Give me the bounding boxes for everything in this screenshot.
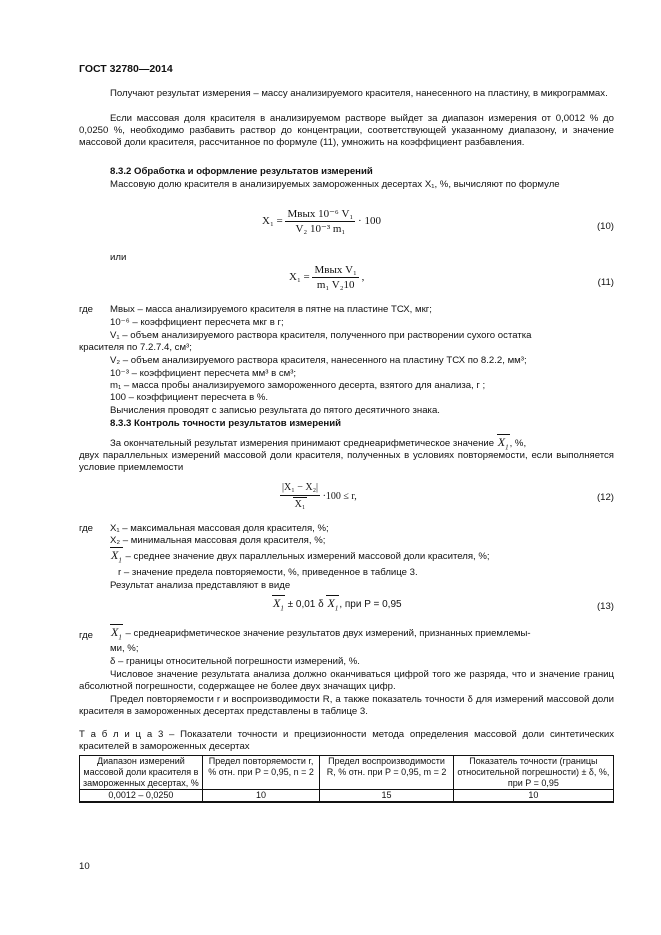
eq12-fraction	[280, 482, 320, 511]
table-cell-r: 10	[202, 790, 319, 803]
x-bar-symbol-4: $X_1$	[327, 596, 339, 613]
equation-10-number: (10)	[596, 221, 614, 232]
eq11-denominator: m₁ V₂10	[316, 279, 355, 291]
x-bar-symbol-2: $X_1$	[111, 548, 122, 565]
eq11-fraction	[312, 264, 358, 291]
equation-10	[262, 208, 381, 235]
section-8-3-3-title: 8.3.3 Контроль точности результатов измерений	[110, 418, 341, 429]
eq11-numerator: Mвых V₁	[314, 264, 357, 276]
intro-paragraph-1: Получают результат измерения – массу анализируемого красителя, нанесенного на пластину, в микрограммах.	[110, 88, 608, 99]
x-bar-symbol: $X_1$	[497, 435, 509, 452]
table-3-caption: Т а б л и ц а 3 – Показатели точности и прецизионности метода определения массовой доли синтетических красителей в замороженных десертах	[79, 729, 614, 752]
table-header-r: Предел повторяемости r, % отн. при P = 0,95, n = 2	[202, 756, 319, 790]
document-header: ГОСТ 32780—2014	[79, 63, 173, 75]
table-cell-delta: 10	[453, 790, 613, 803]
eq10-lhs: X₁ =	[262, 215, 283, 228]
table-cell-range: 0,0012 – 0,0250	[80, 790, 203, 803]
paragraph-limits: Предел повторяемости r и воспроизводимости R, а также показатель точности δ для измерений массовой доли красителя в замороженных десертах представлены в таблице 3.	[79, 694, 614, 717]
def-v1-cont: красителя по 7.2.7.4, см³;	[79, 342, 192, 353]
section-8-3-2-title: 8.3.2 Обработка и оформление результатов измерений	[110, 166, 373, 177]
equation-13-number: (13)	[596, 601, 614, 612]
def13-c: δ – границы относительной погрешности измерений, %.	[110, 656, 360, 667]
eq10-tail: · 100	[358, 215, 381, 228]
x-bar-symbol-3: $X_1$	[273, 596, 284, 613]
intro-paragraph-2: Если массовая доля красителя в анализируемом растворе выйдет за диапазон измерения от 0,0012 % до 0,0250 %, необходимо разбавить раствор до концентрации, соответствующей указанному диапазону, и значение массовой доли красителя, рассчитанное по формуле (11), умножить на коэффициент разбавления.	[79, 113, 614, 148]
eq13-tail: , при P = 0,95	[339, 599, 402, 610]
def-r: r – значение предела повторяемости, %, приведенное в таблице 3.	[118, 567, 418, 578]
table-header-row	[80, 756, 614, 790]
def-m-out: Mвых – масса анализируемого красителя в пятне на пластине ТСХ, мкг;	[110, 304, 432, 315]
where-label-1: где	[79, 304, 94, 315]
table-row	[80, 790, 614, 803]
def-v1: V₁ – объем анализируемого раствора красителя, полученного при растворении сухого остатка	[110, 330, 532, 341]
page-number: 10	[79, 861, 90, 872]
text-b: , %,	[509, 438, 527, 449]
equation-12	[280, 482, 357, 511]
def13-b: ми, %;	[110, 643, 139, 654]
eq10-numerator: Mвых 10⁻⁶ V₁	[287, 208, 354, 220]
table-header-R: Предел воспроизводимости R, % отн. при P = 0,95, m = 2	[320, 756, 454, 790]
table-header-delta: Показатель точности (границы относительной погрешности) ± δ, %, при P = 0,95	[453, 756, 613, 790]
eq12-numerator: |X₁ − X₂|	[280, 482, 320, 496]
section-8-3-3-text-c: двух параллельных измерений массовой доли красителя, полученных в условиях повторяемости, если выполняется условие приемлемости	[79, 450, 614, 473]
section-8-3-2-text: Массовую долю красителя в анализируемых замороженных десертах X₁, %, вычисляют по формуле	[110, 179, 560, 190]
section-8-3-3-text-a	[110, 436, 526, 450]
x-bar-symbol-5: $X_1$	[111, 625, 122, 642]
table-header-range: Диапазон измерений массовой доли красителя в замороженных десертах, %	[80, 756, 203, 790]
eq12-tail: ·100 ≤ r,	[322, 490, 357, 502]
def-x-bar-text: – среднее значение двух параллельных измерений массовой доли красителя, %;	[125, 551, 490, 562]
def-10e-3: 10⁻³ – коэффициент пересчета мм³ в см³;	[110, 368, 297, 379]
table-3	[79, 755, 614, 803]
def-m1: m₁ – масса пробы анализируемого замороженного десерта, взятого для анализа, г ;	[110, 380, 486, 391]
calc-note: Вычисления проводят с записью результата до пятого десятичного знака.	[110, 405, 440, 416]
eq11-tail: ,	[361, 271, 365, 284]
def-10e-6: 10⁻⁶ – коэффициент пересчета мкг в г;	[110, 317, 284, 328]
equation-11	[289, 264, 364, 291]
table-cell-R: 15	[320, 790, 454, 803]
def-x1: X₁ – максимальная массовая доля красителя, %;	[110, 523, 329, 534]
where-label-2: где	[79, 523, 94, 534]
paragraph-numeric: Числовое значение результата анализа должно оканчиваться цифрой того же разряда, что и значение границ абсолютной погрешности, содержащее не более двух значащих цифр.	[79, 669, 614, 692]
def-x-bar	[110, 549, 490, 563]
result-line: Результат анализа представляют в виде	[110, 580, 291, 591]
equation-12-number: (12)	[596, 492, 614, 503]
def-x2: X₂ – минимальная массовая доля красителя, %;	[110, 535, 326, 546]
text-a: За окончательный результат измерения принимают среднеарифметическое значение	[110, 438, 495, 449]
equation-11-number: (11)	[597, 277, 614, 288]
def-v2: V₂ – объем анализируемого раствора красителя, нанесенного на пластину ТСХ по 8.2.2, мм³;	[110, 355, 527, 366]
eq12-denominator: X₁	[294, 499, 306, 510]
or-label: или	[110, 252, 127, 263]
equation-13	[272, 597, 402, 611]
def-100: 100 – коэффициент пересчета в %.	[110, 392, 269, 403]
def13-a: – среднеарифметическое значение результатов двух измерений, признанных приемлемы-	[125, 628, 531, 639]
where-label-3: где	[79, 630, 94, 641]
def13-a-line	[110, 626, 531, 640]
eq13-mid: ± 0,01 δ	[287, 599, 324, 610]
eq10-denominator: V₂ 10⁻³ m₁	[295, 223, 346, 235]
eq10-fraction	[285, 208, 355, 235]
eq11-lhs: X₁ =	[289, 271, 310, 284]
